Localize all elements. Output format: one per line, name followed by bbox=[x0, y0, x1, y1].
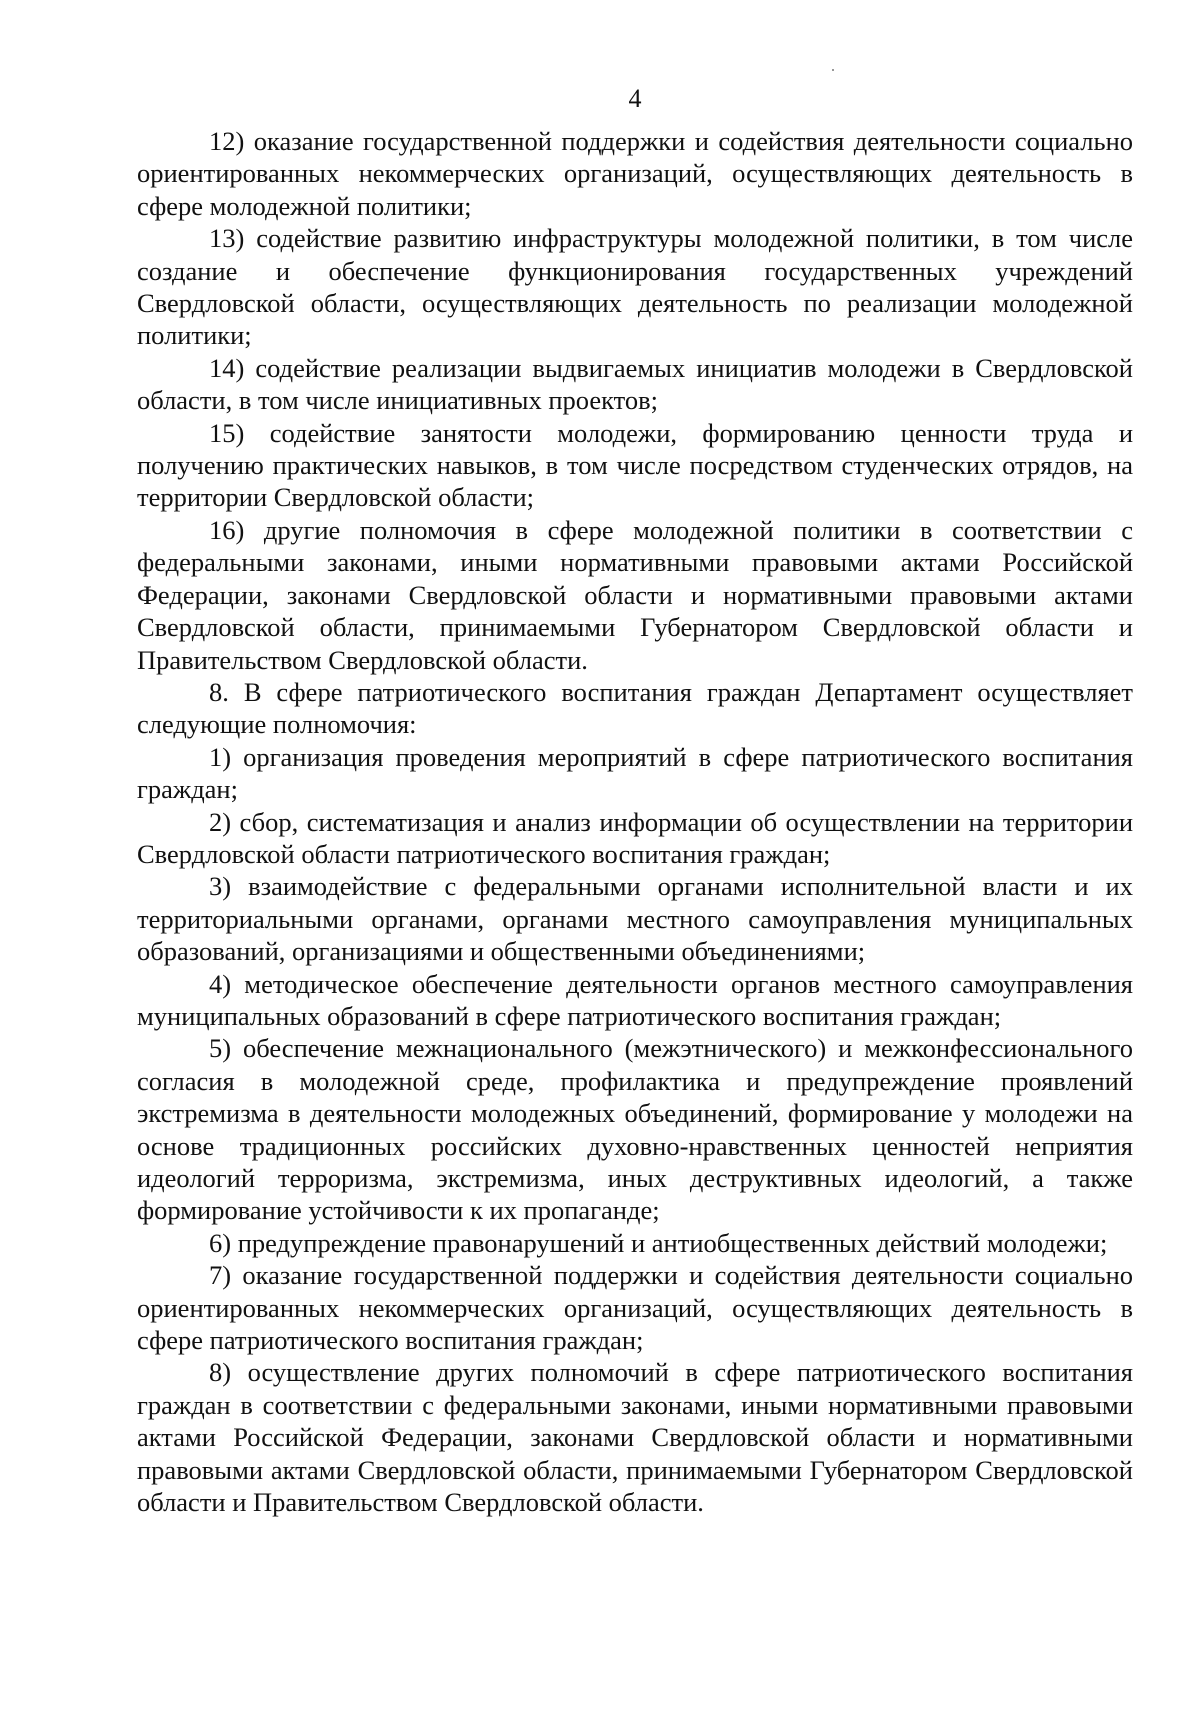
list-item-15: 15) содействие занятости молодежи, формированию ценности труда и получению практических навыков, в том числе посредством студенческих отрядов, на территории Свердловской области; bbox=[137, 417, 1133, 513]
section-8-item-5: 5) обеспечение межнационального (межэтнического) и межконфессионального согласия в молодежной среде, профилактика и предупреждение проявлений экстремизма в деятельности молодежных объединений, формирование у молодежи на основе традиционных российских духовно-нравственных ценностей неприятия идеологий терроризма, экстремизма, иных деструктивных идеологий, а также формирование устойчивости к их пропаганде; bbox=[137, 1033, 1133, 1226]
list-item-12: 12) оказание государственной поддержки и содействия деятельности социально ориентированных некоммерческих организаций, осуществляющих деятельность в сфере молодежной политики; bbox=[137, 126, 1133, 221]
section-8-item-7: 7) оказание государственной поддержки и содействия деятельности социально ориентированных некоммерческих организаций, осуществляющих деятельность в сфере патриотического воспитания граждан; bbox=[137, 1260, 1133, 1356]
section-8-intro: 8. В сфере патриотического воспитания граждан Департамент осуществляет следующие полномочия: bbox=[137, 676, 1133, 740]
section-8-item-8: 8) осуществление других полномочий в сфере патриотического воспитания граждан в соответствии с федеральными законами, иными нормативными правовыми актами Российской Федерации, законами Свердловской области и нормативными правовыми актами Свердловской области, принимаемыми Губернатором Свердловской области и Правительством Свердловской области. bbox=[137, 1357, 1133, 1518]
list-item-13: 13) содействие развитию инфраструктуры молодежной политики, в том числе создание и обеспечение функционирования государственных учреждений Свердловской области, осуществляющих деятельность по реализации молодежной политики; bbox=[137, 223, 1133, 351]
section-8-item-6: 6) предупреждение правонарушений и антиобщественных действий молодежи; bbox=[209, 1227, 1108, 1258]
list-item-14: 14) содействие реализации выдвигаемых инициатив молодежи в Свердловской области, в том числе инициативных проектов; bbox=[137, 352, 1133, 416]
section-8-item-4: 4) методическое обеспечение деятельности органов местного самоуправления муниципальных образований в сфере патриотического воспитания граждан; bbox=[137, 968, 1133, 1031]
section-8-item-1: 1) организация проведения мероприятий в сфере патриотического воспитания граждан; bbox=[137, 741, 1133, 805]
section-8-item-2: 2) сбор, систематизация и анализ информации об осуществлении на территории Свердловской области патриотического воспитания граждан; bbox=[137, 806, 1133, 869]
scan-speck bbox=[832, 69, 834, 71]
list-item-16: 16) другие полномочия в сфере молодежной политики в соответствии с федеральными законами, иными нормативными правовыми актами Российской Федерации, законами Свердловской области и нормативными правовыми актами Свердловской области, принимаемыми Губернатором Свердловской области и Правительством Свердловской области. bbox=[137, 514, 1133, 675]
section-8-item-3: 3) взаимодействие с федеральными органами исполнительной власти и их территориальными органами, органами местного самоуправления муниципальных образований, организациями и общественными объединениями; bbox=[137, 871, 1133, 967]
document-body bbox=[137, 125, 1133, 1518]
page-number: 4 bbox=[628, 84, 642, 113]
